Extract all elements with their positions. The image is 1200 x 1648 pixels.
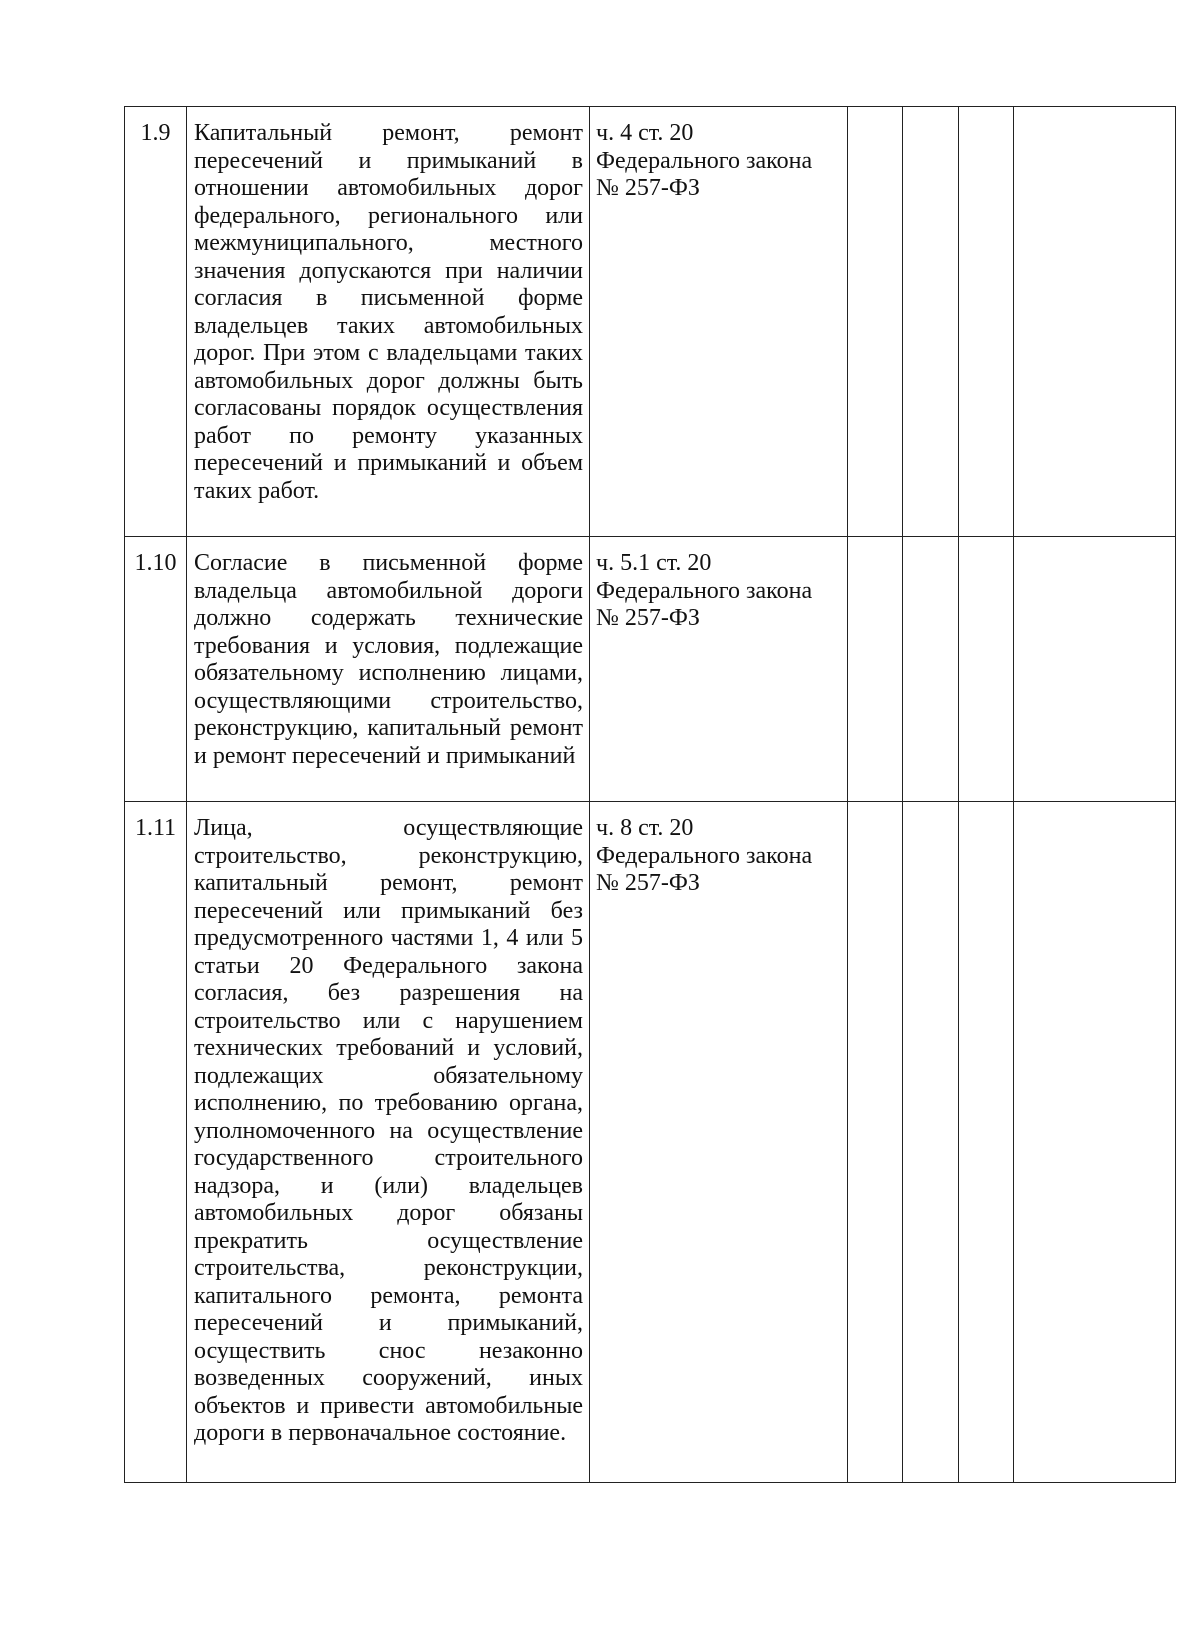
requirements-table — [124, 106, 1176, 1483]
empty-cell — [903, 537, 959, 802]
row-number: 1.11 — [125, 802, 187, 1483]
table-row — [125, 107, 1176, 537]
legal-reference — [590, 107, 848, 537]
row-number: 1.9 — [125, 107, 187, 537]
legal-reference-text: ч. 8 ст. 20 Федерального закона № 257-ФЗ — [596, 815, 813, 896]
empty-cell — [1014, 802, 1176, 1483]
legal-reference-text: ч. 5.1 ст. 20 Федерального закона № 257-ФЗ — [596, 550, 813, 631]
empty-cell — [959, 802, 1014, 1483]
legal-reference — [590, 802, 848, 1483]
requirement-text: Капитальный ремонт, ремонт пересечений и примыканий в отношении автомобильных дорог федерального, регионального или межмуниципального, местного значения допускаются при наличии согласия в письменной форме владельцев таких автомобильных дорог. При этом с владельцами таких автомобильных дорог должны быть согласованы порядок осуществления работ по ремонту указанных пересечений и примыканий и объем таких работ. — [187, 107, 590, 537]
empty-cell — [848, 107, 903, 537]
table-row — [125, 802, 1176, 1483]
legal-reference — [590, 537, 848, 802]
empty-cell — [903, 802, 959, 1483]
row-number: 1.10 — [125, 537, 187, 802]
empty-cell — [1014, 537, 1176, 802]
empty-cell — [848, 537, 903, 802]
empty-cell — [1014, 107, 1176, 537]
table-row — [125, 537, 1176, 802]
legal-reference-text: ч. 4 ст. 20 Федерального закона № 257-ФЗ — [596, 120, 813, 201]
empty-cell — [959, 107, 1014, 537]
empty-cell — [903, 107, 959, 537]
requirement-text: Лица, осуществляющие строительство, реконструкцию, капитальный ремонт, ремонт пересечений или примыканий без предусмотренного частями 1, 4 или 5 статьи 20 Федерального закона согласия, без разрешения на строительство или с нарушением технических требований и условий, подлежащих обязательному исполнению, по требованию органа, уполномоченного на осуществление государственного строительного надзора, и (или) владельцев автомобильных дорог обязаны прекратить осуществление строительства, реконструкции, капитального ремонта, ремонта пересечений и примыканий, осуществить снос незаконно возведенных сооружений, иных объектов и привести автомобильные дороги в первоначальное состояние. — [187, 802, 590, 1483]
empty-cell — [848, 802, 903, 1483]
empty-cell — [959, 537, 1014, 802]
requirement-text: Согласие в письменной форме владельца автомобильной дороги должно содержать технические требования и условия, подлежащие обязательному исполнению лицами, осуществляющими строительство, реконструкцию, капитальный ремонт и ремонт пересечений и примыканий — [187, 537, 590, 802]
